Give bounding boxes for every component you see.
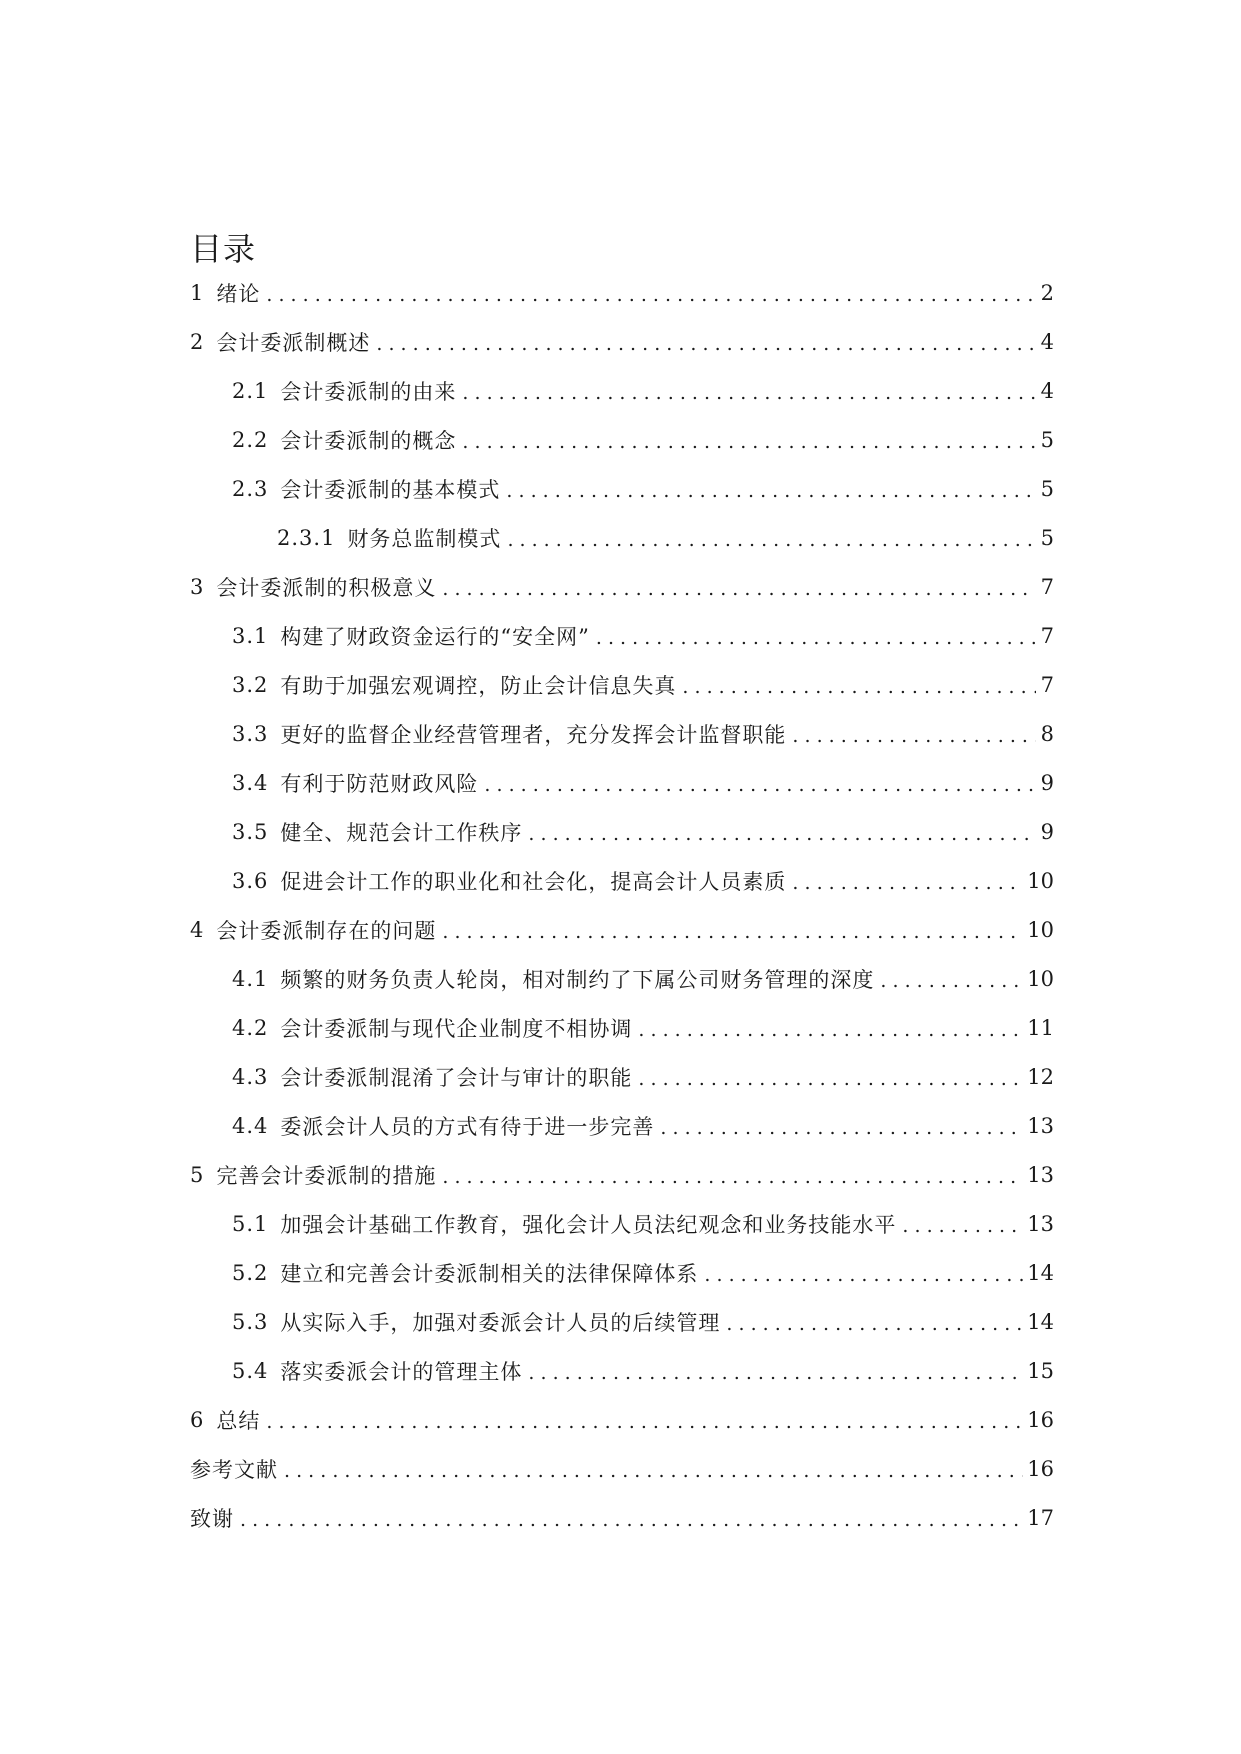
toc-entry-row: [232, 1356, 1054, 1386]
toc-entry-row: [232, 474, 1054, 504]
toc-entry[interactable]: [0, 366, 1241, 415]
toc-entry-page-number: 9: [1040, 819, 1054, 844]
dot-leader: [484, 775, 1036, 795]
toc-entry-page-number: 13: [1027, 1211, 1054, 1236]
toc-entry-page-number: 7: [1040, 623, 1054, 648]
toc-entry-page-number: 10: [1027, 917, 1054, 942]
dot-leader: [266, 1412, 1023, 1432]
toc-entry-number: 3.4: [232, 770, 269, 795]
toc-entry-number: 4.4: [232, 1113, 269, 1138]
dot-leader: [528, 824, 1036, 844]
dot-leader: [528, 1363, 1023, 1383]
toc-entry-text: 构建了财政资金运行的“安全网”: [280, 624, 590, 649]
toc-entry-row: [232, 719, 1054, 749]
toc-entry[interactable]: [0, 758, 1241, 807]
toc-entry[interactable]: [0, 1493, 1241, 1542]
dot-leader: [792, 873, 1023, 893]
toc-entry-row: [232, 376, 1054, 406]
toc-entry[interactable]: [0, 317, 1241, 366]
toc-entry[interactable]: [0, 856, 1241, 905]
toc-entry-page-number: 16: [1027, 1407, 1054, 1432]
toc-entry-row: [232, 1258, 1054, 1288]
dot-leader: [638, 1020, 1023, 1040]
dot-leader: [462, 383, 1036, 403]
dot-leader: [726, 1314, 1023, 1334]
toc-entry-text: 会计委派制与现代企业制度不相协调: [280, 1016, 633, 1041]
dot-leader: [462, 432, 1036, 452]
toc-entry[interactable]: [0, 1248, 1241, 1297]
toc-entry-text: 频繁的财务负责人轮岗，相对制约了下属公司财务管理的深度: [280, 967, 875, 992]
toc-entry[interactable]: [0, 1199, 1241, 1248]
toc-entry[interactable]: [0, 1052, 1241, 1101]
dot-leader: [240, 1510, 1023, 1530]
toc-entry[interactable]: [0, 415, 1241, 464]
dot-leader: [442, 579, 1036, 599]
toc-entry-text: 致谢: [190, 1506, 234, 1531]
toc-entry-text: 健全、规范会计工作秩序: [280, 820, 523, 845]
table-of-contents: [0, 268, 1241, 1542]
toc-entry-page-number: 14: [1027, 1260, 1054, 1285]
toc-entry-number: 5.2: [232, 1260, 269, 1285]
toc-entry[interactable]: [0, 513, 1241, 562]
toc-entry-text: 会计委派制存在的问题: [216, 918, 437, 943]
toc-entry-text: 绪论: [216, 281, 261, 306]
dot-leader: [507, 530, 1036, 550]
toc-entry-text: 会计委派制混淆了会计与审计的职能: [280, 1065, 633, 1090]
toc-entry-text: 会计委派制的基本模式: [280, 477, 501, 502]
toc-entry-number: 6: [190, 1407, 205, 1432]
dot-leader: [704, 1265, 1023, 1285]
toc-entry-page-number: 16: [1027, 1456, 1054, 1481]
toc-entry[interactable]: [0, 562, 1241, 611]
toc-entry[interactable]: [0, 1101, 1241, 1150]
toc-entry-page-number: 4: [1040, 329, 1054, 354]
toc-entry-page-number: 4: [1040, 378, 1054, 403]
toc-entry-number: 2.2: [232, 427, 269, 452]
toc-entry-number: 4: [190, 917, 205, 942]
dot-leader: [442, 922, 1023, 942]
toc-entry-row: [232, 1209, 1054, 1239]
toc-entry-row: [190, 1454, 1054, 1484]
toc-entry-page-number: 15: [1027, 1358, 1054, 1383]
toc-entry-row: [232, 964, 1054, 994]
toc-entry-number: 3: [190, 574, 205, 599]
toc-entry-text: 委派会计人员的方式有待于进一步完善: [280, 1114, 655, 1139]
toc-entry-page-number: 7: [1040, 574, 1054, 599]
toc-entry-row: [232, 768, 1054, 798]
toc-entry-page-number: 11: [1027, 1015, 1054, 1040]
dot-leader: [506, 481, 1036, 501]
toc-entry-text: 会计委派制的由来: [280, 379, 457, 404]
toc-entry-row: [232, 670, 1054, 700]
dot-leader: [792, 726, 1036, 746]
toc-entry-number: 2: [190, 329, 205, 354]
toc-entry-row: [232, 1013, 1054, 1043]
toc-entry[interactable]: [0, 807, 1241, 856]
dot-leader: [596, 628, 1036, 648]
toc-entry-text: 更好的监督企业经营管理者，充分发挥会计监督职能: [280, 722, 787, 747]
toc-entry-number: 2.3: [232, 476, 269, 501]
toc-entry-text: 加强会计基础工作教育，强化会计人员法纪观念和业务技能水平: [280, 1212, 897, 1237]
toc-entry-page-number: 10: [1027, 966, 1054, 991]
toc-entry[interactable]: [0, 1297, 1241, 1346]
toc-entry[interactable]: [0, 268, 1241, 317]
toc-entry-text: 有利于防范财政风险: [280, 771, 479, 796]
toc-entry-row: [277, 523, 1054, 553]
toc-entry-text: 从实际入手，加强对委派会计人员的后续管理: [280, 1310, 721, 1335]
toc-entry-row: [232, 425, 1054, 455]
toc-entry[interactable]: [0, 1444, 1241, 1493]
toc-entry-number: 5.1: [232, 1211, 269, 1236]
toc-entry-text: 完善会计委派制的措施: [216, 1163, 437, 1188]
dot-leader: [442, 1167, 1023, 1187]
toc-entry-row: [190, 572, 1054, 602]
toc-entry-page-number: 8: [1040, 721, 1054, 746]
toc-entry[interactable]: [0, 954, 1241, 1003]
toc-entry[interactable]: [0, 1395, 1241, 1444]
toc-entry-page-number: 10: [1027, 868, 1054, 893]
toc-entry-row: [232, 866, 1054, 896]
toc-entry-page-number: 5: [1040, 525, 1054, 550]
toc-entry[interactable]: [0, 709, 1241, 758]
toc-entry-page-number: 7: [1040, 672, 1054, 697]
toc-entry-text: 总结: [216, 1408, 261, 1433]
toc-entry-text: 建立和完善会计委派制相关的法律保障体系: [280, 1261, 699, 1286]
toc-entry-text: 促进会计工作的职业化和社会化，提高会计人员素质: [280, 869, 787, 894]
dot-leader: [660, 1118, 1023, 1138]
toc-entry-number: 3.6: [232, 868, 269, 893]
toc-entry-page-number: 12: [1027, 1064, 1054, 1089]
toc-entry-number: 4.2: [232, 1015, 269, 1040]
toc-entry-number: 5.4: [232, 1358, 269, 1383]
toc-entry-page-number: 13: [1027, 1113, 1054, 1138]
toc-entry-number: 3.5: [232, 819, 269, 844]
toc-entry[interactable]: [0, 905, 1241, 954]
toc-entry-text: 参考文献: [190, 1457, 278, 1482]
dot-leader: [638, 1069, 1023, 1089]
toc-entry-row: [190, 278, 1054, 308]
toc-entry-number: 3.3: [232, 721, 269, 746]
toc-entry-row: [232, 1111, 1054, 1141]
toc-entry-text: 财务总监制模式: [347, 526, 502, 551]
toc-entry[interactable]: [0, 1346, 1241, 1395]
toc-entry-number: 4.3: [232, 1064, 269, 1089]
dot-leader: [376, 334, 1036, 354]
toc-entry-number: 1: [190, 280, 205, 305]
toc-entry-page-number: 5: [1040, 427, 1054, 452]
toc-entry-row: [232, 621, 1054, 651]
toc-entry[interactable]: [0, 464, 1241, 513]
dot-leader: [880, 971, 1023, 991]
toc-entry[interactable]: [0, 1150, 1241, 1199]
toc-entry-number: 4.1: [232, 966, 269, 991]
toc-entry-text: 会计委派制概述: [216, 330, 371, 355]
toc-entry-row: [190, 1160, 1054, 1190]
toc-entry-page-number: 14: [1027, 1309, 1054, 1334]
toc-entry[interactable]: [0, 1003, 1241, 1052]
toc-entry-number: 5.3: [232, 1309, 269, 1334]
toc-entry[interactable]: [0, 611, 1241, 660]
toc-entry-row: [190, 327, 1054, 357]
dot-leader: [902, 1216, 1023, 1236]
dot-leader: [266, 285, 1036, 305]
toc-entry-row: [190, 915, 1054, 945]
toc-entry-number: 5: [190, 1162, 205, 1187]
toc-entry-row: [232, 817, 1054, 847]
toc-entry-page-number: 17: [1027, 1505, 1054, 1530]
toc-entry-text: 有助于加强宏观调控，防止会计信息失真: [280, 673, 677, 698]
toc-entry-page-number: 5: [1040, 476, 1054, 501]
toc-entry[interactable]: [0, 660, 1241, 709]
toc-entry-row: [190, 1405, 1054, 1435]
toc-entry-text: 会计委派制的积极意义: [216, 575, 437, 600]
toc-entry-number: 3.2: [232, 672, 269, 697]
toc-entry-row: [190, 1503, 1054, 1533]
toc-entry-number: 2.3.1: [277, 525, 336, 550]
toc-entry-row: [232, 1062, 1054, 1092]
dot-leader: [682, 677, 1036, 697]
toc-entry-text: 会计委派制的概念: [280, 428, 457, 453]
toc-entry-row: [232, 1307, 1054, 1337]
toc-entry-text: 落实委派会计的管理主体: [280, 1359, 523, 1384]
toc-entry-page-number: 13: [1027, 1162, 1054, 1187]
toc-entry-page-number: 9: [1040, 770, 1054, 795]
toc-entry-page-number: 2: [1040, 280, 1054, 305]
toc-entry-number: 2.1: [232, 378, 269, 403]
dot-leader: [284, 1461, 1023, 1481]
toc-title: 目录: [190, 230, 257, 269]
toc-entry-number: 3.1: [232, 623, 269, 648]
